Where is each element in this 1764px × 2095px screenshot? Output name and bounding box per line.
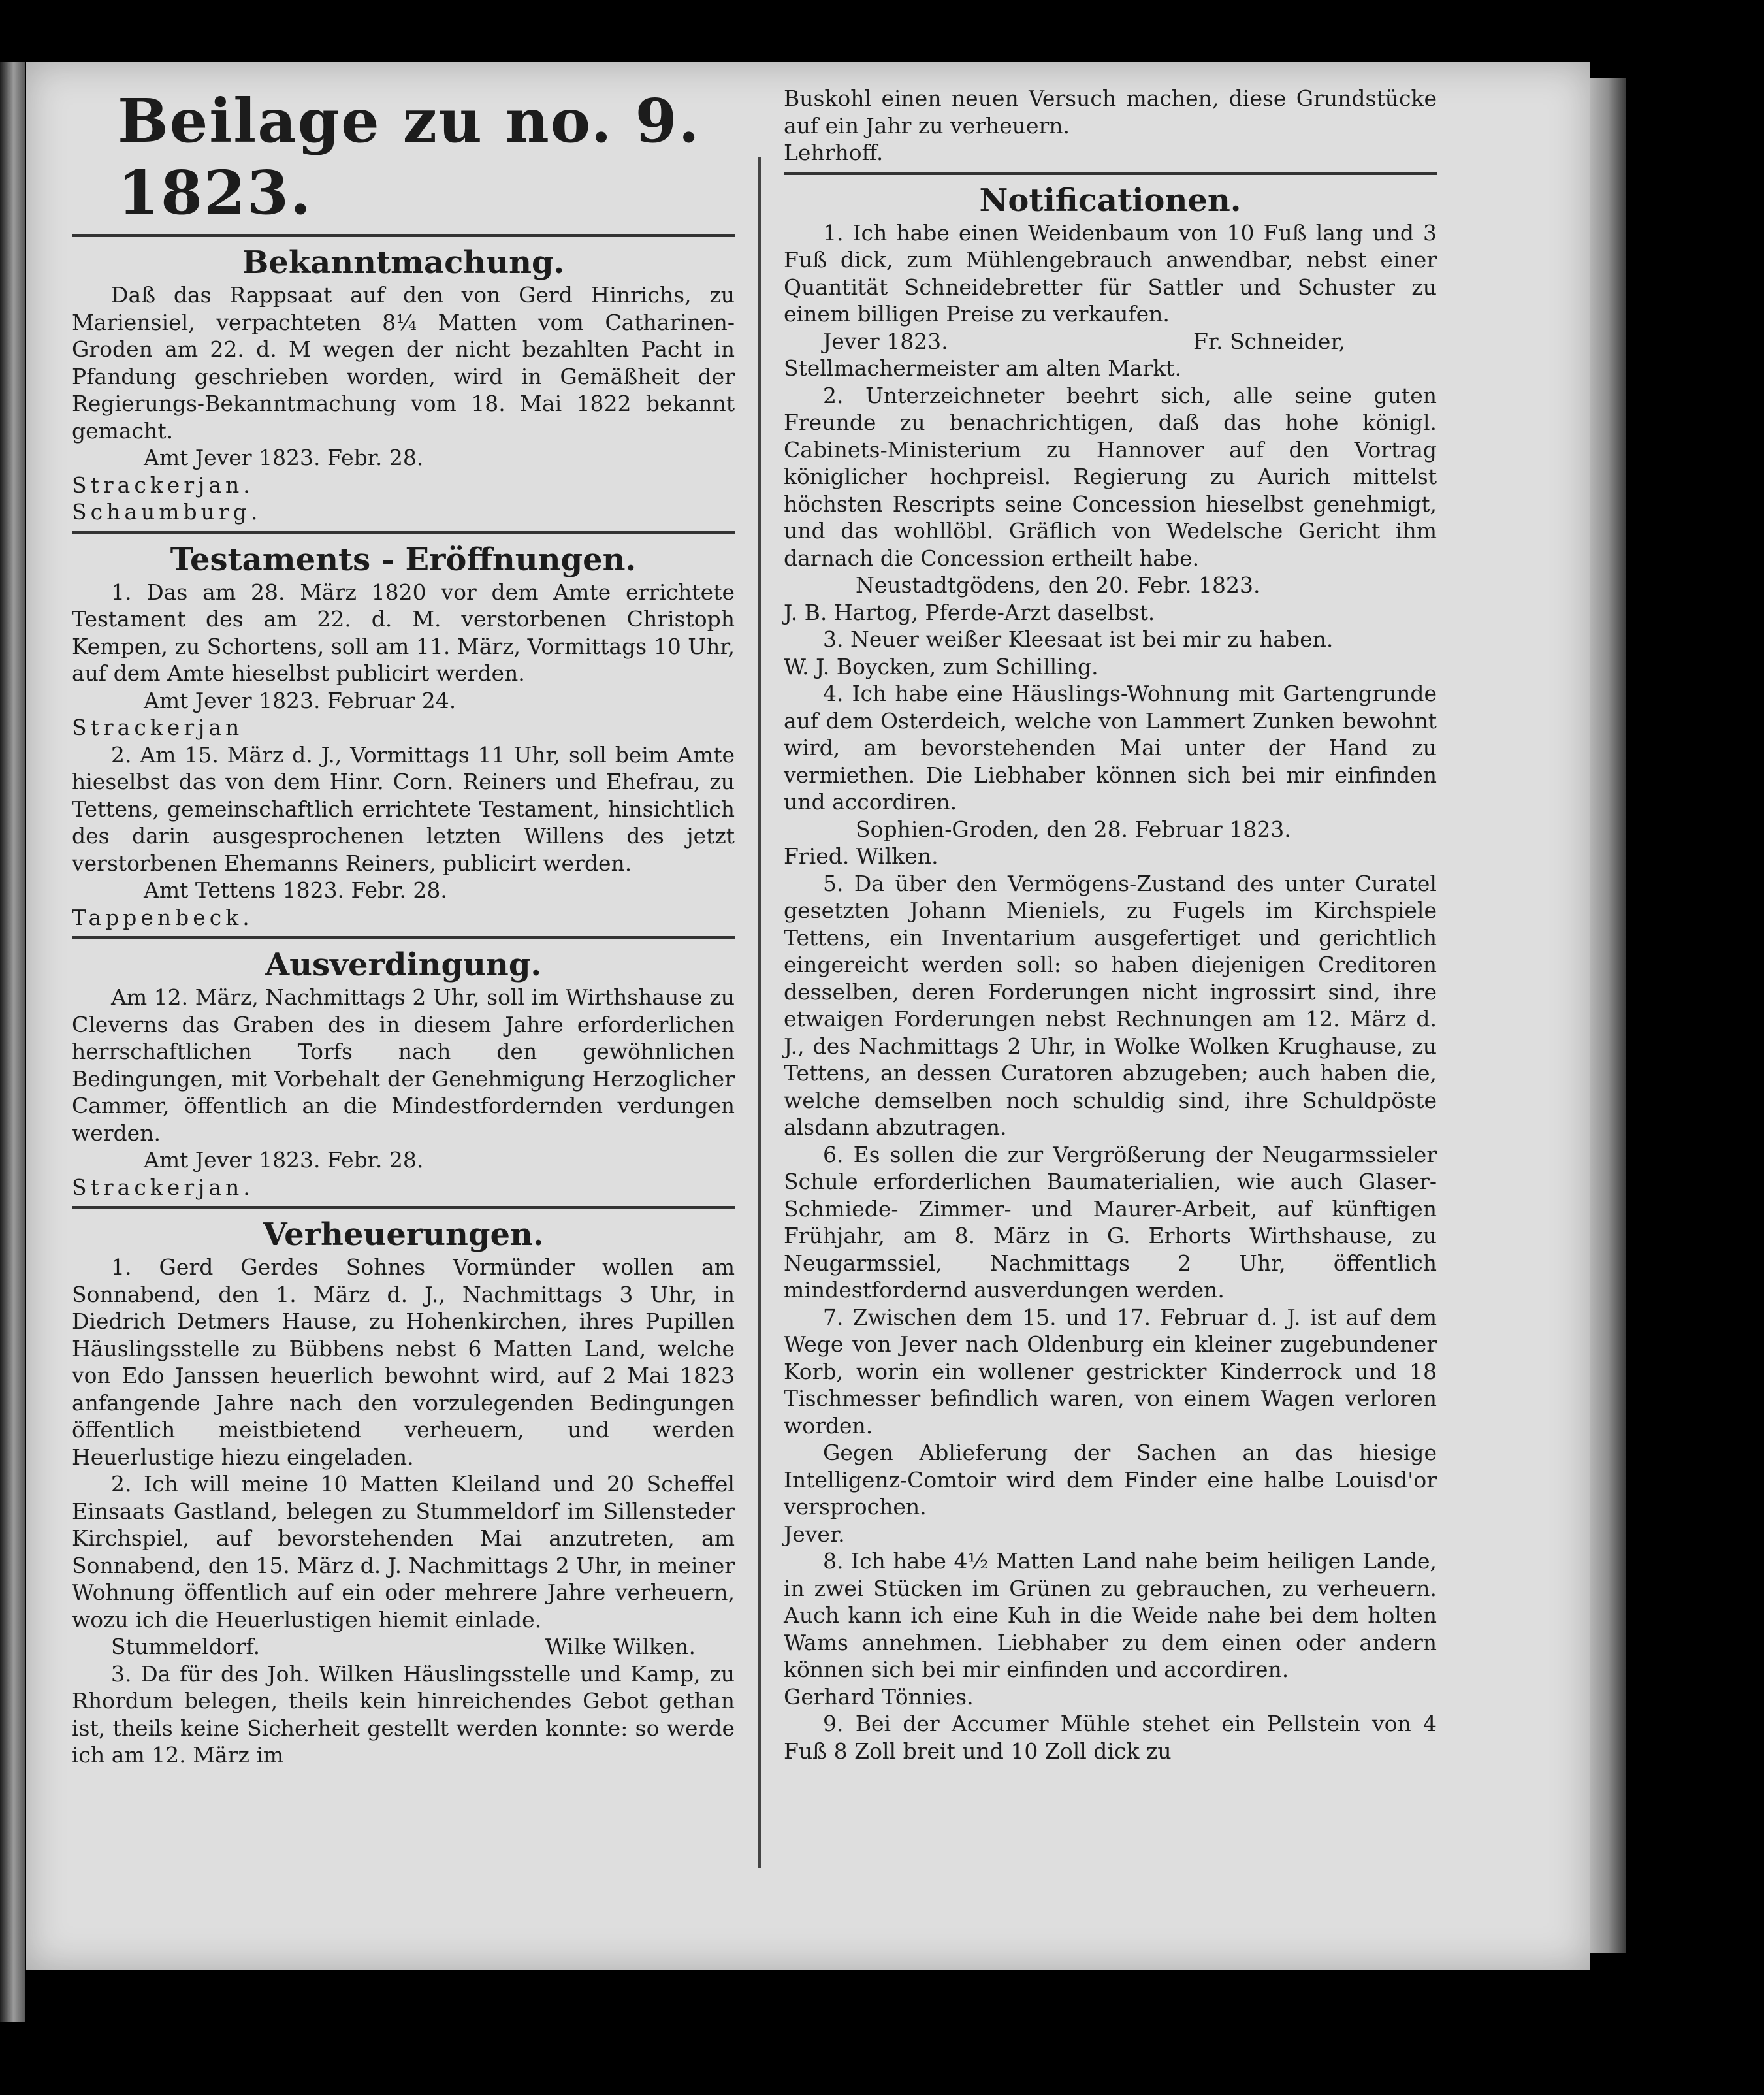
column-divider: [758, 157, 761, 1868]
ausverdingung-text: Am 12. März, Nachmittags 2 Uhr, soll im Wirthshause zu Cleverns das Graben des in diesem Jahre erforderlichen herrschaftlichen Torfs nach den gewöhnlichen Bedingungen, mit Vorbehalt der Genehmigung Herzoglicher Cammer, öffentlich an die Mindestfordernden verdungen werden.: [72, 984, 735, 1146]
section-rule: [72, 531, 735, 534]
bekanntmachung-signature-1: Strackerjan.: [72, 472, 254, 498]
notification-item-3-signature: W. J. Boycken, zum Schilling.: [784, 653, 1098, 679]
bekanntmachung-date: Amt Jever 1823. Febr. 28.: [144, 445, 424, 470]
notification-item-3: 3. Neuer weißer Kleesaat ist bei mir zu haben.: [823, 626, 1334, 652]
testament-item-1-date: Amt Jever 1823. Februar 24.: [144, 687, 457, 713]
notification-item-2: 2. Unterzeichneter beehrt sich, alle seine guten Freunde zu benachrichtigen, daß das hohe königl. Cabinets-Ministerium zu Hannover auf den Vortrag königlicher hochpreisl. Regierung zu Aurich mittelst höchsten Rescripts seine Concession hieselbst genehmigt, und das wohllöbl. Gräflich von Wedelsche Gericht ihm darnach die Concession ertheilt habe.: [784, 382, 1437, 571]
testament-item-2-signature: Tappenbeck.: [72, 904, 253, 930]
notification-item-8: 8. Ich habe 4½ Matten Land nahe beim heiligen Lande, in zwei Stücken im Grünen zu gebrauchen, zu verheuern. Auch kann ich eine Kuh in die Weide nahe bei dem holten Wams annehmen. Liebhaber zu dem einen oder andern können sich bei mir einfinden und accordiren.: [784, 1548, 1437, 1682]
section-ausverdingung: [72, 946, 735, 1201]
section-bekanntmachung: [72, 244, 735, 526]
notification-item-1-signature: Fr. Schneider,: [1193, 328, 1345, 354]
notification-item-2-signature: J. B. Hartog, Pferde-Arzt daselbst.: [784, 599, 1155, 625]
verheuerung-item-2-signature: Wilke Wilken.: [545, 1634, 696, 1659]
notification-item-7-reward: Gegen Ablieferung der Sachen an das hiesige Intelligenz-Comtoir wird dem Finder eine halbe Louisd'or versprochen.: [784, 1440, 1437, 1519]
notification-item-4-date: Sophien-Groden, den 28. Februar 1823.: [856, 816, 1291, 842]
verheuerung-item-3: 3. Da für des Joh. Wilken Häuslingsstelle und Kamp, zu Rhordum belegen, theils kein hinreichendes Gebot gethan ist, theils keine Sicherheit gestellt werden konnte: so werde ich am 12. März im: [72, 1661, 735, 1768]
section-rule: [72, 936, 735, 939]
heading-bekanntmachung: Bekanntmachung.: [242, 244, 565, 281]
testament-item-1-signature: Strackerjan: [72, 715, 244, 740]
notification-item-4-signature: Fried. Wilken.: [784, 843, 938, 869]
notification-item-8-signature: Gerhard Tönnies.: [784, 1683, 974, 1710]
notification-item-1: 1. Ich habe einen Weidenbaum von 10 Fuß lang und 3 Fuß dick, zum Mühlengebrauch anwendbar, nebst einer Quantität Schneidebretter für Sattler und Schuster zu einem billigen Preise zu verkaufen.: [784, 219, 1437, 327]
section-testamente: [72, 541, 735, 932]
continuation-signature: Lehrhoff.: [784, 140, 884, 165]
ausverdingung-date: Amt Jever 1823. Febr. 28.: [144, 1147, 424, 1173]
left-column: [72, 85, 735, 1769]
continuation-text: Buskohl einen neuen Versuch machen, diese Grundstücke auf ein Jahr zu verheuern.: [784, 86, 1437, 138]
notification-item-2-date: Neustadtgödens, den 20. Febr. 1823.: [856, 572, 1260, 598]
verheuerung-item-2: 2. Ich will meine 10 Matten Kleiland und 20 Scheffel Einsaats Gastland, belegen zu Stummeldorf im Sillensteder Kirchspiel, auf bevorstehenden Mai anzutreten, am Sonnabend, den 15. März d. J. Nachmittags 2 Uhr, in meiner Wohnung öffentlich auf ein oder mehrere Jahre verheuern, wozu ich die Heuerlustigen hiemit einlade.: [72, 1471, 735, 1632]
notification-item-7-place: Jever.: [784, 1521, 845, 1547]
notification-item-6: 6. Es sollen die zur Vergrößerung der Neugarmssieler Schule erforderlichen Baumaterialien, wie auch Glaser- Schmiede- Zimmer- und Maurer-Arbeit, auf künftigen Frühjahr, am 8. März in G. Erhorts Wirthshause, zu Neugarmssiel, Nachmittags 2 Uhr, öffentlich mindestfordernd ausverdungen werden.: [784, 1141, 1437, 1303]
heading-ausverdingung: Ausverdingung.: [265, 947, 542, 983]
ausverdingung-signature: Strackerjan.: [72, 1174, 254, 1200]
section-continuation: [784, 85, 1437, 167]
notification-item-9: 9. Bei der Accumer Mühle stehet ein Pellstein von 4 Fuß 8 Zoll breit und 10 Zoll dick zu: [784, 1711, 1437, 1764]
verheuerung-item-2-place: Stummeldorf.: [111, 1634, 261, 1659]
notification-item-1-signature-2: Stellmachermeister am alten Markt.: [784, 355, 1182, 381]
heading-testamente: Testaments - Eröffnungen.: [170, 541, 637, 578]
right-column: [784, 85, 1437, 1764]
masthead-title: Beilage zu no. 9. 1823.: [118, 86, 701, 228]
heading-notificationen: Notificationen.: [979, 182, 1242, 219]
previous-page-edge: [0, 62, 25, 2022]
bekanntmachung-signature-2: Schaumburg.: [72, 499, 262, 525]
notification-item-5: 5. Da über den Vermögens-Zustand des unter Curatel gesetzten Johann Mieniels, zu Fugels im Kirchspiele Tettens, ein Inventarium ausgefertiget und gerichtlich eingereicht werden soll: so haben diejenigen Creditoren desselben, deren Forderungen nicht ingrossirt sind, ihre etwaigen Forderungen nebst Rechnungen am 12. März d. J., des Nachmittags 2 Uhr, in Wolke Wolken Krughause, zu Tettens, an dessen Curatoren abzugeben; auch haben die, welche demselben noch schuldig sind, ihre Schuldpöste alsdann abzutragen.: [784, 870, 1437, 1140]
verheuerung-item-2-footer: [72, 1633, 735, 1661]
bekanntmachung-text: Daß das Rappsaat auf den von Gerd Hinrichs, zu Mariensiel, verpachteten 8¼ Matten vom Catharinen-Groden am 22. d. M wegen der nicht bezahlten Pacht in Pfandung geschrieben worden, wird in Gemäßheit der Regierungs-Bekanntmachung vom 18. Mai 1822 bekannt gemacht.: [72, 282, 735, 444]
section-rule: [72, 1206, 735, 1209]
testament-item-1: 1. Das am 28. März 1820 vor dem Amte errichtete Testament des am 22. d. M. verstorbenen Christoph Kempen, zu Schortens, soll am 11. März, Vormittags 10 Uhr, auf dem Amte hieselbst publicirt werden.: [72, 579, 735, 686]
notification-item-1-place: Jever 1823.: [823, 328, 948, 354]
notification-item-7: 7. Zwischen dem 15. und 17. Februar d. J. ist auf dem Wege von Jever nach Oldenburg ein kleiner zugebundener Korb, worin ein wollener gestrickter Kinderrock und 18 Tischmesser befindlich waren, von einem Wagen verloren worden.: [784, 1304, 1437, 1438]
section-verheuerungen: [72, 1216, 735, 1769]
notification-item-1-footer: [784, 328, 1437, 355]
heading-verheuerungen: Verheuerungen.: [263, 1216, 544, 1253]
testament-item-2-date: Amt Tettens 1823. Febr. 28.: [144, 877, 447, 903]
section-rule: [784, 172, 1437, 175]
testament-item-2: 2. Am 15. März d. J., Vormittags 11 Uhr, soll beim Amte hieselbst das von dem Hinr. Corn. Reiners und Ehefrau, zu Tettens, gemeinschaftlich errichtete Testament, hinsichtlich des darin ausgesprochenen letzten Willens des jetzt verstorbenen Ehemanns Reiners, publicirt werden.: [72, 741, 735, 876]
masthead-rule: [72, 234, 735, 237]
verheuerung-item-1: 1. Gerd Gerdes Sohnes Vormünder wollen am Sonnabend, den 1. März d. J., Nachmittags 3 Uhr, in Diedrich Detmers Hause, zu Hohenkirchen, ihres Pupillen Häuslingsstelle zu Bübbens nebst 6 Matten Land, welche von Edo Janssen heuerlich bewohnt wird, auf 2 Mai 1823 anfangende Jahre nach den vorzulegenden Bedingungen öffentlich meistbietend verheuern, und werden Heuerlustige hiezu eingeladen.: [72, 1254, 735, 1470]
section-notificationen: [784, 182, 1437, 1765]
notification-item-4: 4. Ich habe eine Häuslings-Wohnung mit Gartengrunde auf dem Osterdeich, welche von Lammert Zunken bewohnt wird, am bevorstehenden Mai unter der Hand zu vermiethen. Die Liebhaber können sich bei mir einfinden und accordiren.: [784, 681, 1437, 815]
